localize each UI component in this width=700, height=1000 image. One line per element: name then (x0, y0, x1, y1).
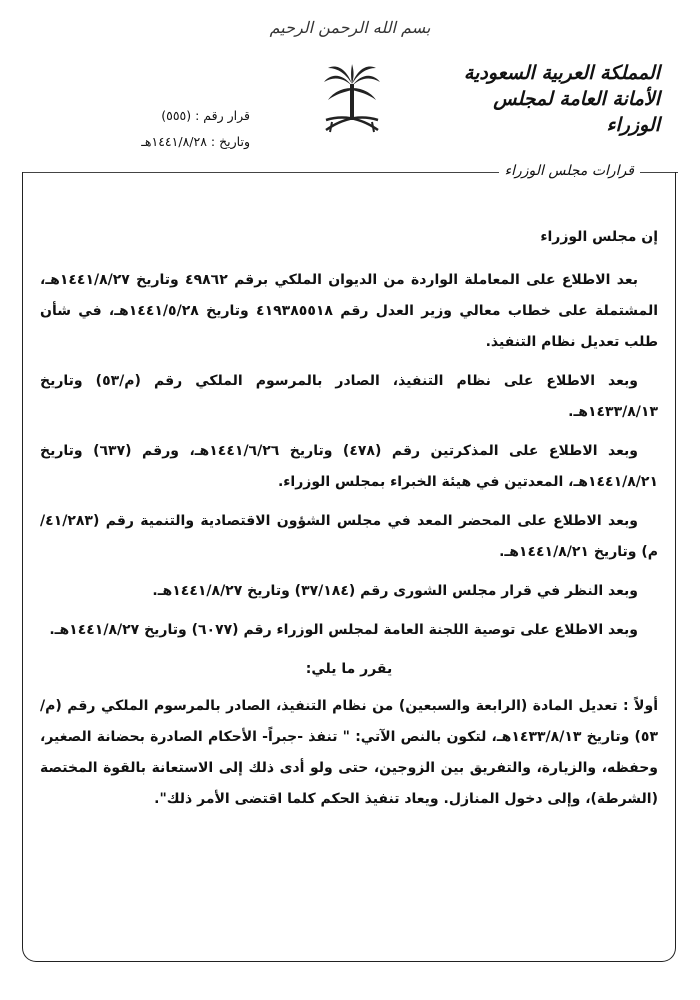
paragraph: بعد الاطلاع على المعاملة الواردة من الديوان الملكي برقم ٤٩٨٦٢ وتاريخ ١٤٤١/٨/٢٧هـ، المشتملة على خطاب معالي وزير العدل رقم ٤١٩٣٨٥٥١٨ وتاريخ ١٤٤١/٥/٢٨هـ، في شأن طلب تعديل نظام التنفيذ. (40, 272, 658, 350)
paragraph: وبعد الاطلاع على المحضر المعد في مجلس الشؤون الاقتصادية والتنمية رقم (٤١/٢٨٣/م) وتاريخ ١٤٤١/٨/٢١هـ. (40, 513, 658, 560)
decision-meta (100, 103, 250, 155)
opening-line: إن مجلس الوزراء (540, 229, 658, 245)
basmala: بسم الله الرحمن الرحيم (269, 18, 431, 37)
paragraph: وبعد الاطلاع على توصية اللجنة العامة لمجلس الوزراء رقم (٦٠٧٧) وتاريخ ١٤٤١/٨/٢٧هـ. (49, 622, 638, 638)
paragraph: وبعد النظر في قرار مجلس الشورى رقم (٣٧/١٨٤) وتاريخ ١٤٤١/٨/٢٧هـ. (152, 583, 638, 599)
section-label: قرارات مجلس الوزراء (499, 163, 640, 179)
paragraph: وبعد الاطلاع على نظام التنفيذ، الصادر بالمرسوم الملكي رقم (م/٥٣) وتاريخ ١٤٣٣/٨/١٣هـ. (40, 373, 658, 420)
decision-number: قرار رقم : (٥٥٥) (161, 108, 250, 123)
decides-heading: يقرر ما يلي: (305, 661, 393, 677)
decision-date: وتاريخ : ١٤٤١/٨/٢٨هـ (141, 134, 250, 149)
paragraph: وبعد الاطلاع على المذكرتين رقم (٤٧٨) وتاريخ ١٤٤١/٦/٢٦هـ، ورقم (٦٣٧) وتاريخ ١٤٤١/٨/٢١هـ، المعدتين في هيئة الخبراء بمجلس الوزراء. (40, 443, 658, 490)
palm-swords-emblem-icon (322, 62, 382, 142)
article-first: أولاً : تعديل المادة (الرابعة والسبعين) من نظام التنفيذ، الصادر بالمرسوم الملكي رقم (م/٥٣) وتاريخ ١٤٣٣/٨/١٣هـ، لتكون بالنص الآتي: " تنفذ -جبراً- الأحكام الصادرة بحضانة الصغير، وحفظه، والزيارة، والتفريق بين الزوجين، حتى ولو أدى ذلك إلى الاستعانة بالقوة المختصة (الشرطة)، وإلى دخول المنازل. ويعاد تنفيذ الحكم كلما اقتضى الأمر ذلك". (40, 698, 658, 807)
agency-name: الأمانة العامة لمجلس الوزراء (493, 88, 660, 136)
country-name: المملكة العربية السعودية (463, 62, 660, 84)
document-body (40, 222, 658, 823)
government-header (450, 60, 660, 138)
